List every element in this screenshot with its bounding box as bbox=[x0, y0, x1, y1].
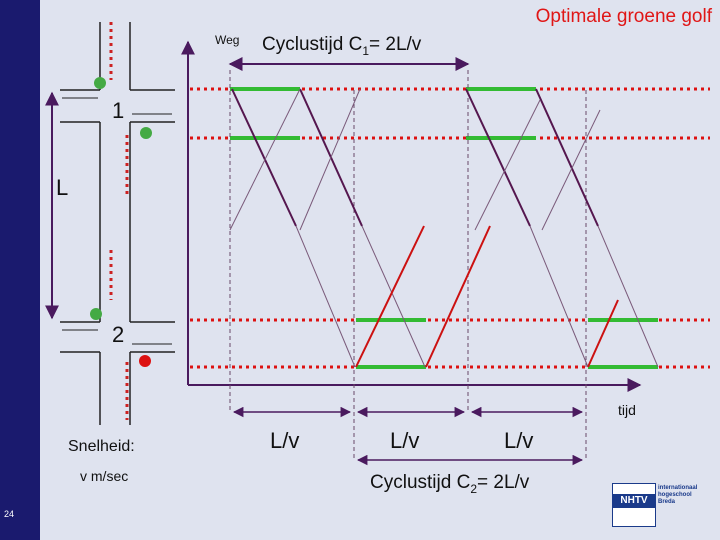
intersection-1-label: 1 bbox=[112, 98, 125, 123]
cycle1-rest: = 2L/v bbox=[369, 34, 422, 55]
slide-number: 24 bbox=[4, 509, 15, 519]
intersection-2-label: 2 bbox=[112, 322, 125, 347]
lane-markings bbox=[111, 22, 127, 420]
speed-unit-label bbox=[80, 468, 128, 484]
cycle1-text: Cyclustijd C bbox=[262, 34, 363, 55]
trajectory-down bbox=[466, 89, 530, 226]
trajectory-down bbox=[232, 89, 296, 226]
interval-1-label: L/v bbox=[270, 428, 300, 453]
time-guides bbox=[230, 70, 586, 460]
speed-unit: m/sec bbox=[87, 468, 129, 484]
speed-var: v bbox=[80, 468, 87, 484]
cycle1-label bbox=[262, 34, 421, 58]
trajectory-up bbox=[356, 226, 424, 367]
traffic-light-1a bbox=[94, 77, 106, 89]
slide-title: Optimale groene golf bbox=[535, 6, 712, 27]
cycle2-rest: = 2L/v bbox=[477, 472, 530, 493]
trajectory-down bbox=[536, 89, 598, 226]
logo-line2: hogeschool bbox=[658, 492, 692, 498]
trajectory-up bbox=[588, 300, 618, 367]
distance-label: L bbox=[56, 175, 69, 200]
cycle2-sub: 2 bbox=[470, 481, 477, 496]
traffic-light-2a bbox=[90, 308, 102, 320]
logo-box bbox=[612, 483, 656, 527]
logo-line3: Breda bbox=[658, 499, 676, 505]
tijd-label: tijd bbox=[618, 402, 636, 418]
road-map bbox=[60, 22, 175, 425]
nhtv-logo bbox=[612, 483, 712, 533]
cycle2-label bbox=[370, 472, 529, 496]
logo-line1: internationaal bbox=[658, 485, 698, 491]
cycle1-sub: 1 bbox=[362, 43, 369, 58]
weg-label: Weg bbox=[215, 33, 240, 47]
traffic-light-2b bbox=[139, 355, 151, 367]
interval-2-label: L/v bbox=[390, 428, 420, 453]
traffic-light-1b bbox=[140, 127, 152, 139]
trajectory-up bbox=[426, 226, 490, 367]
intersection-lines bbox=[190, 89, 710, 367]
red-trajectories bbox=[356, 226, 618, 367]
logo-abbr: NHTV bbox=[613, 494, 655, 508]
cycle2-text: Cyclustijd C bbox=[370, 472, 471, 493]
purple-trajectories bbox=[232, 89, 598, 226]
interval-3-label: L/v bbox=[504, 428, 534, 453]
logo-text bbox=[658, 485, 697, 506]
speed-label: Snelheid: bbox=[68, 438, 135, 455]
